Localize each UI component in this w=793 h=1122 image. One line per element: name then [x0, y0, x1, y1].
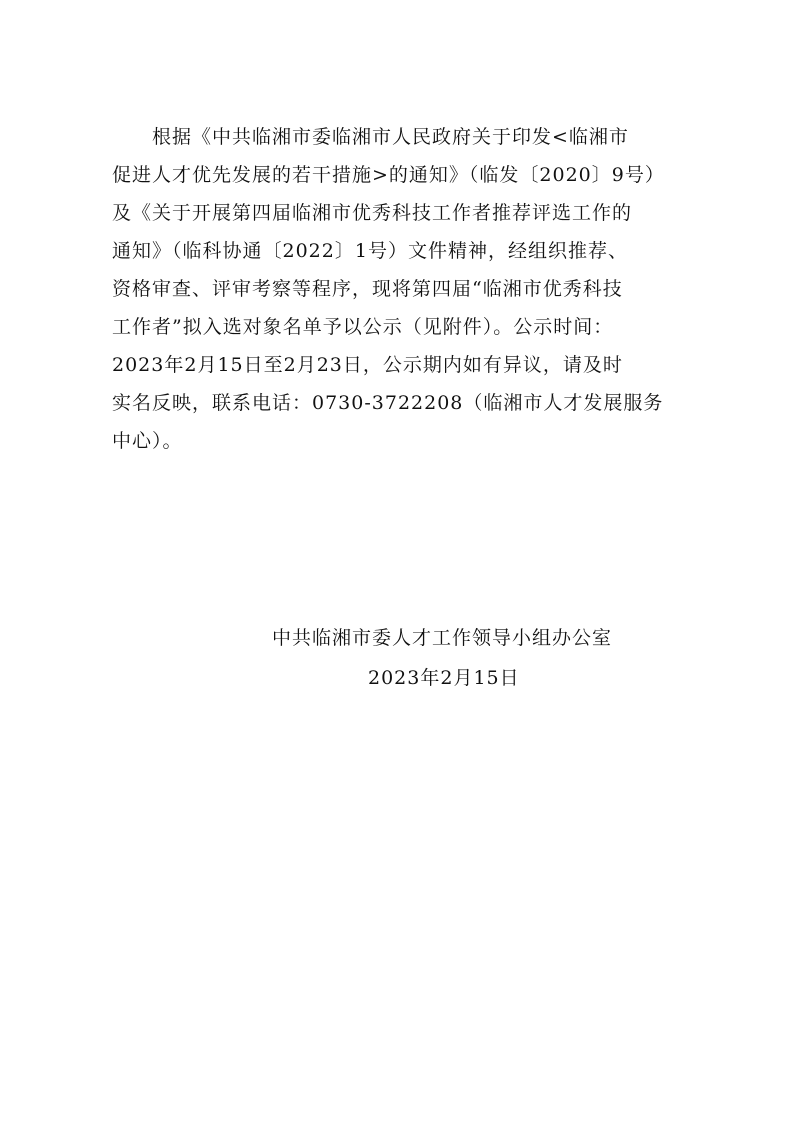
signing-organization: 中共临湘市委人才工作领导小组办公室: [272, 627, 613, 649]
body-line-7: 2023年2月15日至2月23日，公示期内如有异议，请及时: [112, 354, 623, 376]
body-line-4: 通知》（临科协通〔2022〕1号）文件精神，经组织推荐、: [112, 240, 628, 262]
signing-date: 2023年2月15日: [368, 667, 520, 689]
body-line-5: 资格审查、评审考察等程序，现将第四届“临湘市优秀科技: [112, 278, 623, 300]
announcement-body: [112, 118, 684, 460]
body-line-3: 及《关于开展第四届临湘市优秀科技工作者推荐评选工作的: [112, 202, 633, 224]
body-line-1: 根据《中共临湘市委临湘市人民政府关于印发<临湘市: [152, 126, 629, 148]
body-line-6: 工作者”拟入选对象名单予以公示（见附件）。公示时间：: [112, 316, 614, 338]
body-line-2: 促进人才优先发展的若干措施>的通知》（临发〔2020〕9号）: [112, 164, 665, 186]
body-line-8: 实名反映，联系电话：0730-3722208（临湘市人才发展服务: [112, 392, 664, 414]
body-line-9: 中心）。: [112, 430, 183, 452]
signature-block: [272, 618, 672, 698]
